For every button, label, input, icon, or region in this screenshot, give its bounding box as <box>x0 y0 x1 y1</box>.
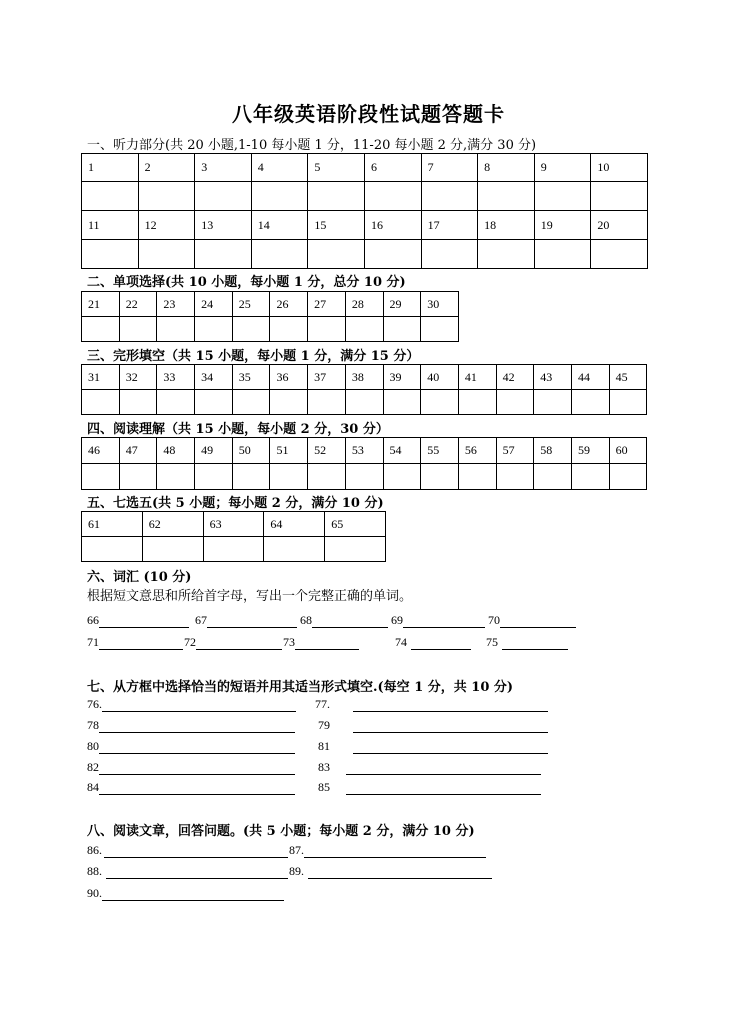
question-number: 14 <box>251 211 308 240</box>
answer-cell[interactable] <box>82 464 120 490</box>
answer-cell[interactable] <box>203 537 264 562</box>
listening-answer-grid <box>81 153 648 269</box>
question-number: 86. <box>87 843 102 857</box>
answer-row <box>82 182 648 211</box>
answer-cell[interactable] <box>270 390 308 415</box>
question-number: 33 <box>157 365 195 390</box>
section-6-heading: 六、词汇 (10 分) <box>87 570 192 585</box>
answer-cell[interactable] <box>496 390 534 415</box>
answer-cell[interactable] <box>82 537 143 562</box>
question-number: 13 <box>195 211 252 240</box>
vocab-answer-75[interactable] <box>486 635 568 650</box>
question-number: 48 <box>157 438 195 464</box>
answer-cell[interactable] <box>308 240 365 269</box>
answer-cell[interactable] <box>232 317 270 342</box>
question-number: 12 <box>138 211 195 240</box>
phrase-answer-84[interactable] <box>87 780 295 795</box>
question-number: 79 <box>318 718 330 732</box>
answer-cell[interactable] <box>571 390 609 415</box>
question-number: 40 <box>421 365 459 390</box>
answer-cell[interactable] <box>82 390 120 415</box>
answer-cell[interactable] <box>458 464 496 490</box>
answer-cell[interactable] <box>82 182 139 211</box>
question-number: 24 <box>195 292 233 317</box>
question-number: 68 <box>300 613 312 627</box>
answer-cell[interactable] <box>421 390 459 415</box>
answer-cell[interactable] <box>142 537 203 562</box>
answer-cell[interactable] <box>119 390 157 415</box>
answer-cell[interactable] <box>157 317 195 342</box>
question-number: 63 <box>203 512 264 537</box>
vocab-answer-71[interactable] <box>87 635 183 650</box>
question-number: 11 <box>82 211 139 240</box>
vocab-answer-74[interactable] <box>395 635 471 650</box>
vocab-answer-67[interactable] <box>195 613 297 628</box>
question-number: 76. <box>87 697 102 711</box>
vocab-answer-72[interactable] <box>184 635 282 650</box>
section-4-heading: 四、阅读理解（共 15 小题，每小题 2 分，30 分） <box>87 422 389 437</box>
vocab-answer-66[interactable] <box>87 613 189 628</box>
question-number: 35 <box>232 365 270 390</box>
question-number: 67 <box>195 613 207 627</box>
question-number: 72 <box>184 635 196 649</box>
answer-cell[interactable] <box>195 390 233 415</box>
question-number: 57 <box>496 438 534 464</box>
question-number: 65 <box>325 512 386 537</box>
answer-cell[interactable] <box>609 390 647 415</box>
vocab-answer-70[interactable] <box>488 613 576 628</box>
question-number: 7 <box>421 154 478 182</box>
phrase-answer-83[interactable] <box>318 760 541 775</box>
question-number: 18 <box>478 211 535 240</box>
reading-answer-86[interactable] <box>87 843 288 858</box>
question-number: 54 <box>383 438 421 464</box>
question-number: 69 <box>391 613 403 627</box>
question-number: 25 <box>232 292 270 317</box>
question-number: 29 <box>383 292 421 317</box>
answer-cell[interactable] <box>270 317 308 342</box>
question-number: 52 <box>308 438 346 464</box>
question-number: 45 <box>609 365 647 390</box>
question-number: 71 <box>87 635 99 649</box>
question-number: 32 <box>119 365 157 390</box>
answer-cell[interactable] <box>232 464 270 490</box>
answer-row <box>82 317 459 342</box>
question-number: 80 <box>87 739 99 753</box>
number-row <box>82 211 648 240</box>
question-number: 5 <box>308 154 365 182</box>
question-number: 34 <box>195 365 233 390</box>
answer-cell[interactable] <box>195 317 233 342</box>
reading-answer-87[interactable] <box>289 843 486 858</box>
phrase-answer-85[interactable] <box>318 780 541 795</box>
question-number: 47 <box>119 438 157 464</box>
question-number: 17 <box>421 211 478 240</box>
question-number: 88. <box>87 864 102 878</box>
answer-cell[interactable] <box>591 240 648 269</box>
answer-cell[interactable] <box>591 182 648 211</box>
answer-row <box>82 537 386 562</box>
question-number: 41 <box>458 365 496 390</box>
section-1-heading: 一、听力部分(共 20 小题,1-10 每小题 1 分，11-20 每小题 2 分,满分 30 分) <box>87 138 537 153</box>
answer-cell[interactable] <box>421 182 478 211</box>
question-number: 55 <box>421 438 459 464</box>
question-number: 30 <box>421 292 459 317</box>
answer-cell[interactable] <box>364 182 421 211</box>
answer-cell[interactable] <box>82 317 120 342</box>
answer-cell[interactable] <box>157 390 195 415</box>
answer-cell[interactable] <box>534 182 591 211</box>
answer-cell[interactable] <box>345 390 383 415</box>
number-row <box>82 438 647 464</box>
question-number: 28 <box>345 292 383 317</box>
answer-cell[interactable] <box>270 464 308 490</box>
answer-cell[interactable] <box>157 464 195 490</box>
question-number: 59 <box>571 438 609 464</box>
question-number: 75 <box>486 635 498 649</box>
answer-cell[interactable] <box>119 317 157 342</box>
answer-cell[interactable] <box>345 317 383 342</box>
answer-cell[interactable] <box>534 240 591 269</box>
reading-answer-grid <box>81 437 647 490</box>
phrase-answer-78[interactable] <box>87 718 295 733</box>
question-number: 3 <box>195 154 252 182</box>
answer-cell[interactable] <box>138 182 195 211</box>
answer-cell[interactable] <box>308 390 346 415</box>
cloze-answer-grid <box>81 364 647 415</box>
answer-cell[interactable] <box>478 182 535 211</box>
number-row <box>82 365 647 390</box>
answer-cell[interactable] <box>195 240 252 269</box>
answer-cell[interactable] <box>609 464 647 490</box>
phrase-answer-77[interactable] <box>315 697 548 712</box>
question-number: 62 <box>142 512 203 537</box>
question-number: 64 <box>264 512 325 537</box>
question-number: 83 <box>318 760 330 774</box>
question-number: 82 <box>87 760 99 774</box>
question-number: 81 <box>318 739 330 753</box>
answer-cell[interactable] <box>458 390 496 415</box>
question-number: 4 <box>251 154 308 182</box>
answer-cell[interactable] <box>264 537 325 562</box>
question-number: 6 <box>364 154 421 182</box>
reading-answer-89[interactable] <box>289 864 492 879</box>
phrase-answer-82[interactable] <box>87 760 295 775</box>
answer-cell[interactable] <box>232 390 270 415</box>
question-number: 77. <box>315 697 330 711</box>
answer-cell[interactable] <box>421 317 459 342</box>
answer-cell[interactable] <box>119 464 157 490</box>
question-number: 44 <box>571 365 609 390</box>
answer-cell[interactable] <box>364 240 421 269</box>
question-number: 2 <box>138 154 195 182</box>
answer-cell[interactable] <box>251 182 308 211</box>
question-number: 26 <box>270 292 308 317</box>
answer-cell[interactable] <box>138 240 195 269</box>
answer-cell[interactable] <box>195 464 233 490</box>
number-row <box>82 154 648 182</box>
answer-row <box>82 390 647 415</box>
question-number: 10 <box>591 154 648 182</box>
question-number: 78 <box>87 718 99 732</box>
multiple-choice-answer-grid <box>81 291 459 342</box>
section-3-heading: 三、完形填空（共 15 小题，每小题 1 分，满分 15 分） <box>87 349 420 364</box>
question-number: 37 <box>308 365 346 390</box>
question-number: 38 <box>345 365 383 390</box>
phrase-answer-79[interactable] <box>318 718 548 733</box>
answer-cell[interactable] <box>534 390 572 415</box>
question-number: 39 <box>383 365 421 390</box>
answer-cell[interactable] <box>421 240 478 269</box>
answer-cell[interactable] <box>478 240 535 269</box>
question-number: 60 <box>609 438 647 464</box>
question-number: 50 <box>232 438 270 464</box>
question-number: 58 <box>534 438 572 464</box>
section-2-heading: 二、单项选择(共 10 小题，每小题 1 分，总分 10 分) <box>87 275 406 290</box>
answer-cell[interactable] <box>534 464 572 490</box>
question-number: 1 <box>82 154 139 182</box>
question-number: 15 <box>308 211 365 240</box>
reading-answer-88[interactable] <box>87 864 288 879</box>
question-number: 49 <box>195 438 233 464</box>
question-number: 56 <box>458 438 496 464</box>
question-number: 70 <box>488 613 500 627</box>
section-7-heading: 七、从方框中选择恰当的短语并用其适当形式填空.(每空 1 分，共 10 分) <box>87 680 514 695</box>
question-number: 46 <box>82 438 120 464</box>
reading-answer-90[interactable] <box>87 886 284 901</box>
phrase-answer-80[interactable] <box>87 739 295 754</box>
question-number: 73 <box>283 635 295 649</box>
answer-cell[interactable] <box>308 182 365 211</box>
question-number: 74 <box>395 635 407 649</box>
page-title: 八年级英语阶段性试题答题卡 <box>232 102 505 126</box>
answer-cell[interactable] <box>82 240 139 269</box>
question-number: 42 <box>496 365 534 390</box>
answer-cell[interactable] <box>308 317 346 342</box>
vocab-answer-73[interactable] <box>283 635 359 650</box>
answer-cell[interactable] <box>496 464 534 490</box>
seven-choose-five-answer-grid <box>81 511 386 562</box>
question-number: 16 <box>364 211 421 240</box>
answer-cell[interactable] <box>383 464 421 490</box>
answer-cell[interactable] <box>251 240 308 269</box>
question-number: 31 <box>82 365 120 390</box>
section-5-heading: 五、七选五(共 5 小题；每小题 2 分，满分 10 分) <box>87 496 384 511</box>
question-number: 61 <box>82 512 143 537</box>
question-number: 85 <box>318 780 330 794</box>
number-row <box>82 512 386 537</box>
answer-cell[interactable] <box>325 537 386 562</box>
answer-cell[interactable] <box>345 464 383 490</box>
question-number: 90. <box>87 886 102 900</box>
question-number: 43 <box>534 365 572 390</box>
question-number: 9 <box>534 154 591 182</box>
question-number: 53 <box>345 438 383 464</box>
answer-cell[interactable] <box>383 317 421 342</box>
question-number: 23 <box>157 292 195 317</box>
question-number: 87. <box>289 843 304 857</box>
number-row <box>82 292 459 317</box>
phrase-answer-76[interactable] <box>87 697 296 712</box>
question-number: 89. <box>289 864 304 878</box>
question-number: 27 <box>308 292 346 317</box>
answer-cell[interactable] <box>571 464 609 490</box>
question-number: 8 <box>478 154 535 182</box>
answer-row <box>82 464 647 490</box>
answer-cell[interactable] <box>383 390 421 415</box>
question-number: 21 <box>82 292 120 317</box>
answer-row <box>82 240 648 269</box>
question-number: 51 <box>270 438 308 464</box>
question-number: 20 <box>591 211 648 240</box>
answer-cell[interactable] <box>308 464 346 490</box>
section-6-instruction: 根据短文意思和所给首字母，写出一个完整正确的单词。 <box>87 589 413 604</box>
question-number: 22 <box>119 292 157 317</box>
phrase-answer-81[interactable] <box>318 739 548 754</box>
question-number: 36 <box>270 365 308 390</box>
vocab-answer-69[interactable] <box>391 613 485 628</box>
answer-cell[interactable] <box>421 464 459 490</box>
section-8-heading: 八、阅读文章，回答问题。(共 5 小题；每小题 2 分，满分 10 分) <box>87 824 475 839</box>
question-number: 19 <box>534 211 591 240</box>
answer-cell[interactable] <box>195 182 252 211</box>
question-number: 66 <box>87 613 99 627</box>
vocab-answer-68[interactable] <box>300 613 388 628</box>
question-number: 84 <box>87 780 99 794</box>
